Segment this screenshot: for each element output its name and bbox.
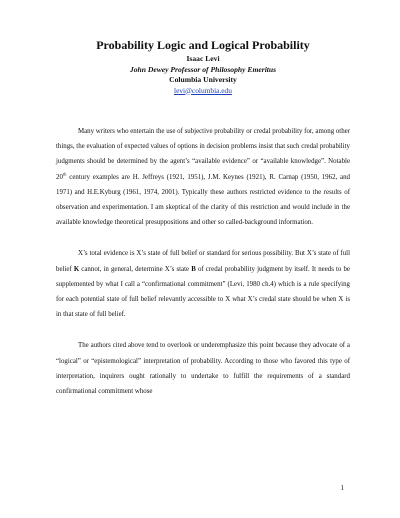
bold-k: K <box>73 265 80 273</box>
author-email-link[interactable]: levi@columbia.edu <box>174 85 232 95</box>
paragraph-2-text-b: cannot, in general, determine X’s state <box>79 265 192 273</box>
paragraph-2-text-c: of credal probability judgment by itself. It needs to be supplemented by what I call a “confirmational commitment” (Levi, 1980 ch.4) which is a rule specifying for each potential state of full belief relevantly accessible to X what X’s credal state should be when X is in that state of full belief. <box>56 265 350 319</box>
paragraph-1-text-a: Many writers who entertain the use of subjective probability or credal probability for, among other things, the evaluation of expected values of options in decision problems insist that such credal probability judgments should be determined by the agent’s “available evidence” or “available knowledge”. Notable 20 <box>56 128 351 181</box>
paper-header <box>56 38 350 96</box>
author-position: John Dewey Professor of Philosophy Emeritus <box>129 64 277 74</box>
paragraph-2-text-a: X’s total evidence is X’s state of full belief or standard for serious possibility. But X’s state of full belief <box>56 250 350 273</box>
bold-b: B <box>191 265 196 273</box>
paragraph-1-text-b: century examples are H. Jeffreys (1921, 1951), J.M. Keynes (1921), R. Carnap (1950, 1962, and 1971) and H.E.Kyburg (1961, 1974, 2001). Typically these authors restricted evidence to the results of observation and experimentation. I am skeptical of the clarity of this restriction and would include in the available knowledge theoretical presuppositions and other so called-background information. <box>56 173 350 227</box>
paragraph-1 <box>56 124 350 230</box>
author-name: Isaac Levi <box>186 54 220 63</box>
superscript-th: th <box>62 171 67 177</box>
paragraph-3: The authors cited above tend to overlook or underemphasize this point because they advocate of a “logical” or “epistemological” interpretation of probability. According to those who favored this type of interpretation, inquirers ought rationally to undertake to fulfill the requirements of a standard confirmational commitment whose <box>56 342 350 396</box>
author-affiliation: Columbia University <box>169 75 237 84</box>
page-number: 1 <box>340 484 344 492</box>
paper-title: Probability Logic and Logical Probability <box>96 38 310 52</box>
paragraph-2 <box>56 246 350 322</box>
paper-body <box>56 124 350 399</box>
